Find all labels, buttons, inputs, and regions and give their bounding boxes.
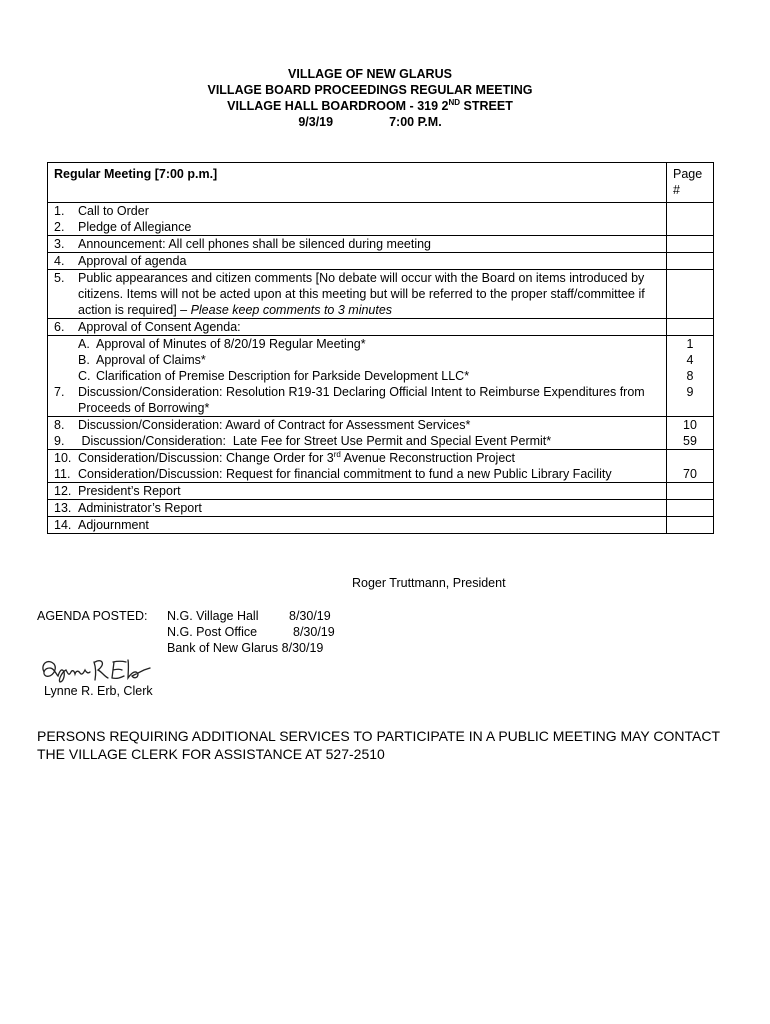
item-number: 10. bbox=[54, 451, 72, 465]
page-cell bbox=[667, 236, 714, 253]
item-text: Discussion/Consideration: Resolution R19-31 Declaring Official Intent to Reimburse Expenditures from Proceeds of Borrowing* bbox=[78, 385, 645, 415]
page-number: 70 bbox=[683, 467, 697, 481]
item-text: Call to Order bbox=[78, 204, 149, 218]
page-cell bbox=[667, 319, 714, 336]
agenda-item bbox=[48, 483, 667, 500]
agenda-row bbox=[48, 336, 714, 417]
agenda-item bbox=[48, 319, 667, 336]
page-cell bbox=[667, 417, 714, 450]
item-number: 3. bbox=[54, 237, 65, 251]
header-location-pre: VILLAGE HALL BOARDROOM - 319 2 bbox=[227, 99, 449, 113]
agenda-row bbox=[48, 417, 714, 450]
item-number: 5. bbox=[54, 271, 65, 285]
page-header-label: Page bbox=[673, 167, 703, 181]
item-text bbox=[78, 270, 666, 318]
item-number: 7. bbox=[54, 385, 65, 399]
posted-date: 8/30/19 bbox=[293, 625, 335, 639]
page-cell bbox=[667, 203, 714, 236]
clerk-name: Lynne R. Erb, Clerk bbox=[44, 684, 153, 698]
agenda-row bbox=[48, 270, 714, 319]
page-cell bbox=[667, 500, 714, 517]
posted-date: 8/30/19 bbox=[289, 609, 331, 623]
document-header bbox=[0, 66, 740, 130]
header-location-sup: ND bbox=[448, 97, 461, 107]
posted-date: 8/30/19 bbox=[281, 641, 324, 655]
agenda-item bbox=[48, 500, 667, 517]
item-number: 14. bbox=[54, 518, 72, 532]
subitem-letter: B. bbox=[78, 353, 90, 367]
item-number: 1. bbox=[54, 204, 65, 218]
item-text: Administrator’s Report bbox=[78, 501, 202, 515]
agenda-row bbox=[48, 517, 714, 534]
header-date-time bbox=[0, 114, 740, 130]
subitem-text: Approval of Claims* bbox=[96, 353, 206, 367]
item-number: 6. bbox=[54, 320, 65, 334]
meeting-date: 9/3/19 bbox=[298, 115, 334, 129]
item-number: 8. bbox=[54, 418, 65, 432]
page-number: 1 bbox=[686, 337, 694, 351]
agenda-row bbox=[48, 450, 714, 483]
agenda-item bbox=[48, 236, 667, 253]
posted-location: N.G. Village Hall bbox=[167, 609, 259, 623]
agenda-item bbox=[48, 517, 667, 534]
agenda-header-row bbox=[48, 163, 714, 203]
agenda-title: Regular Meeting [7:00 p.m.] bbox=[54, 167, 218, 181]
posted-entry bbox=[167, 624, 335, 640]
posted-location: N.G. Post Office bbox=[167, 625, 258, 639]
page-cell bbox=[667, 517, 714, 534]
item-number: 2. bbox=[54, 220, 65, 234]
agenda-item bbox=[48, 203, 667, 236]
page-cell bbox=[667, 483, 714, 500]
item-number: 4. bbox=[54, 254, 65, 268]
agenda-row bbox=[48, 319, 714, 336]
item-text bbox=[78, 450, 666, 466]
item-number: 11. bbox=[54, 467, 71, 481]
page-header-hash: # bbox=[673, 183, 680, 197]
president-name: Roger Truttmann, President bbox=[352, 576, 506, 590]
posted-location: Bank of New Glarus bbox=[167, 641, 279, 655]
posted-locations bbox=[167, 608, 335, 656]
agenda-item bbox=[48, 450, 667, 483]
item-text-pre: Consideration/Discussion: Change Order for 3 bbox=[78, 451, 334, 465]
page-header-cell bbox=[667, 163, 714, 203]
agenda-item bbox=[48, 417, 667, 450]
subitem-letter: C. bbox=[78, 369, 91, 383]
item-text: Discussion/Consideration: Award of Contract for Assessment Services* bbox=[78, 418, 471, 432]
item-text: Adjournment bbox=[78, 518, 149, 532]
agenda-table bbox=[47, 162, 714, 534]
page-number: 9 bbox=[686, 385, 694, 399]
page-cell bbox=[667, 253, 714, 270]
meeting-time: 7:00 P.M. bbox=[389, 115, 442, 129]
page-number: 59 bbox=[683, 434, 697, 448]
item-text-main: Public appearances and citizen comments [No debate will occur with the Board on items introduced by citizens. Items will not be acted upon at this meeting but will be referred to the proper staff/committee if action is required] – bbox=[78, 271, 645, 317]
subitem-text: Clarification of Premise Description for Parkside Development LLC* bbox=[96, 369, 470, 383]
item-text-italic: Please keep comments to 3 minutes bbox=[190, 303, 393, 317]
agenda-title-cell bbox=[48, 163, 667, 203]
item-text: Approval of Consent Agenda: bbox=[78, 320, 241, 334]
item-text: President’s Report bbox=[78, 484, 181, 498]
item-number: 9. bbox=[54, 434, 65, 448]
posted-entry bbox=[167, 640, 335, 656]
agenda-row bbox=[48, 253, 714, 270]
item-text: Announcement: All cell phones shall be silenced during meeting bbox=[78, 237, 432, 251]
item-text: Approval of agenda bbox=[78, 254, 187, 268]
agenda-row bbox=[48, 483, 714, 500]
accessibility-notice: PERSONS REQUIRING ADDITIONAL SERVICES TO PARTICIPATE IN A PUBLIC MEETING MAY CONTACT THE VILLAGE CLERK FOR ASSISTANCE AT 527-2510 bbox=[37, 728, 720, 762]
clerk-signature bbox=[38, 654, 158, 686]
agenda-row bbox=[48, 203, 714, 236]
agenda-subitem bbox=[48, 336, 667, 417]
item-text-sup: rd bbox=[333, 449, 341, 459]
agenda-item bbox=[48, 253, 667, 270]
page-number: 8 bbox=[686, 369, 694, 383]
header-location bbox=[0, 98, 740, 114]
agenda-row bbox=[48, 500, 714, 517]
page-cell bbox=[667, 270, 714, 319]
item-text: Pledge of Allegiance bbox=[78, 220, 192, 234]
page-number: 10 bbox=[683, 418, 697, 432]
page-number: 4 bbox=[686, 353, 694, 367]
page-cell bbox=[667, 450, 714, 483]
item-number: 13. bbox=[54, 501, 72, 515]
item-text: Discussion/Consideration: Late Fee for Street Use Permit and Special Event Permit* bbox=[78, 434, 552, 448]
item-number: 12. bbox=[54, 484, 72, 498]
posted-entry bbox=[167, 608, 335, 624]
subitem-letter: A. bbox=[78, 337, 90, 351]
agenda-row bbox=[48, 236, 714, 253]
item-text-post: Avenue Reconstruction Project bbox=[340, 451, 515, 465]
item-text: Consideration/Discussion: Request for financial commitment to fund a new Public Library Facility bbox=[78, 467, 612, 481]
subitem-text: Approval of Minutes of 8/20/19 Regular Meeting* bbox=[96, 337, 366, 351]
header-proceedings: VILLAGE BOARD PROCEEDINGS REGULAR MEETING bbox=[207, 83, 533, 97]
page-number bbox=[667, 450, 713, 466]
posted-label: AGENDA POSTED: bbox=[37, 609, 148, 623]
agenda-item bbox=[48, 270, 667, 319]
page-cell bbox=[667, 336, 714, 417]
header-village: VILLAGE OF NEW GLARUS bbox=[288, 67, 452, 81]
header-location-post: STREET bbox=[460, 99, 513, 113]
